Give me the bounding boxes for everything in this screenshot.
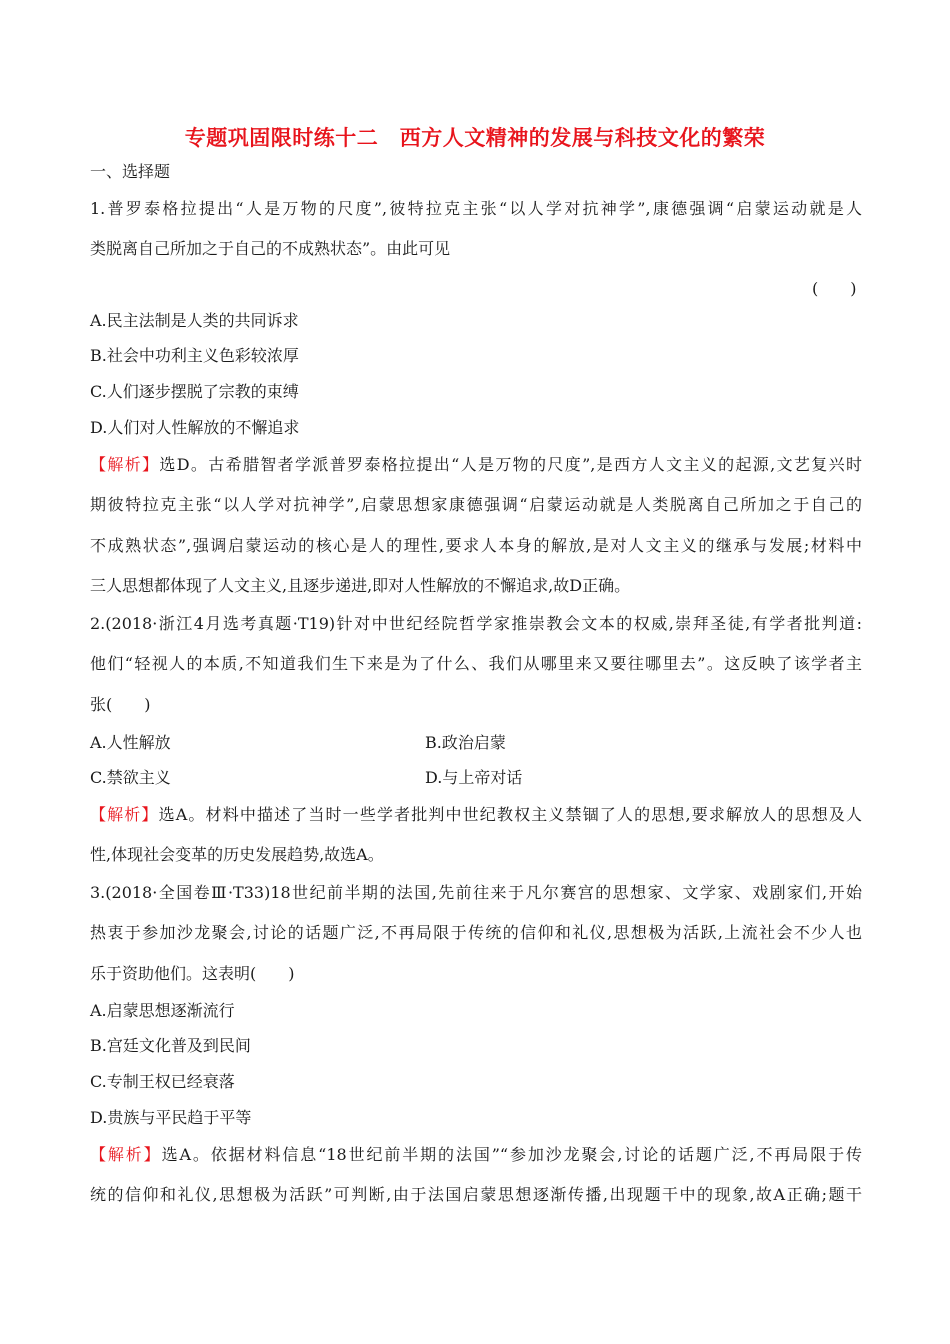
section-heading: 一、选择题 xyxy=(90,162,171,181)
q1-analysis-line4: 三人思想都体现了人文主义,且逐步递进,即对人性解放的不懈追求,故D正确。 xyxy=(90,576,631,595)
q3-stem-line1: 3.(2018·全国卷Ⅲ·T33)18世纪前半期的法国,先前往来于凡尔赛宫的思想家、文学家、戏剧家们,开始 xyxy=(90,883,862,902)
q1-stem-line2: 类脱离自己所加之于自己的不成熟状态”。由此可见 xyxy=(90,239,451,258)
q2-analysis-text1: 选A。材料中描述了当时一些学者批判中世纪教权主义禁锢了人的思想,要求解放人的思想及人 xyxy=(158,805,862,824)
q1-option-d: D.人们对人性解放的不懈追求 xyxy=(90,418,300,437)
q3-option-d: D.贵族与平民趋于平等 xyxy=(90,1108,252,1127)
q1-option-c: C.人们逐步摆脱了宗教的束缚 xyxy=(90,382,299,401)
q3-option-b: B.宫廷文化普及到民间 xyxy=(90,1036,251,1055)
q2-stem-line2: 他们“轻视人的本质,不知道我们生下来是为了什么、我们从哪里来又要往哪里去”。这反映了该学者主 xyxy=(90,654,862,673)
analysis-tag: 【解析】 xyxy=(90,805,159,824)
q3-analysis-text1: 选A。依据材料信息“18世纪前半期的法国”“参加沙龙聚会,讨论的话题广泛,不再局限于传 xyxy=(161,1145,862,1164)
q2-analysis-line1 xyxy=(90,805,862,825)
q2-stem-line3: 张( ) xyxy=(90,695,151,714)
q3-stem-line2: 热衷于参加沙龙聚会,讨论的话题广泛,不再局限于传统的信仰和礼仪,思想极为活跃,上流社会不少人也 xyxy=(90,923,862,942)
q2-analysis-line2: 性,体现社会变革的历史发展趋势,故选A。 xyxy=(90,845,384,864)
q1-analysis-line2: 期彼特拉克主张“以人学对抗神学”,启蒙思想家康德强调“启蒙运动就是人类脱离自己所加之于自己的 xyxy=(90,495,862,514)
q3-stem-line3: 乐于资助他们。这表明( ) xyxy=(90,964,295,983)
q3-analysis-line1 xyxy=(90,1145,862,1165)
q3-option-c: C.专制王权已经衰落 xyxy=(90,1072,235,1091)
page-title: 专题巩固限时练十二 西方人文精神的发展与科技文化的繁荣 xyxy=(184,126,766,150)
q2-option-c: C.禁欲主义 xyxy=(90,768,171,787)
q3-option-a: A.启蒙思想逐渐流行 xyxy=(90,1001,235,1020)
q1-analysis-line3: 不成熟状态”,强调启蒙运动的核心是人的理性,要求人本身的解放,是对人文主义的继承与发展;材料中 xyxy=(90,536,862,555)
q2-option-b: B.政治启蒙 xyxy=(425,733,506,752)
q1-answer-blank: ( ) xyxy=(812,279,857,298)
q3-analysis-line2: 统的信仰和礼仪,思想极为活跃”可判断,由于法国启蒙思想逐渐传播,出现题干中的现象,故A正确;题干 xyxy=(90,1185,862,1204)
q1-stem-line1: 1.普罗泰格拉提出“人是万物的尺度”,彼特拉克主张“以人学对抗神学”,康德强调“启蒙运动就是人 xyxy=(90,199,862,218)
analysis-tag: 【解析】 xyxy=(90,1145,162,1164)
q1-option-b: B.社会中功利主义色彩较浓厚 xyxy=(90,346,299,365)
q2-option-a: A.人性解放 xyxy=(90,733,171,752)
analysis-tag: 【解析】 xyxy=(90,455,160,474)
q1-analysis-text1: 选D。古希腊智者学派普罗泰格拉提出“人是万物的尺度”,是西方人文主义的起源,文艺复兴时 xyxy=(159,455,862,474)
q1-analysis-line1 xyxy=(90,455,862,475)
q2-option-d: D.与上帝对话 xyxy=(425,768,523,787)
q1-option-a: A.民主法制是人类的共同诉求 xyxy=(90,311,299,330)
q2-stem-line1: 2.(2018·浙江4月选考真题·T19)针对中世纪经院哲学家推崇教会文本的权威,崇拜圣徒,有学者批判道: xyxy=(90,614,862,633)
